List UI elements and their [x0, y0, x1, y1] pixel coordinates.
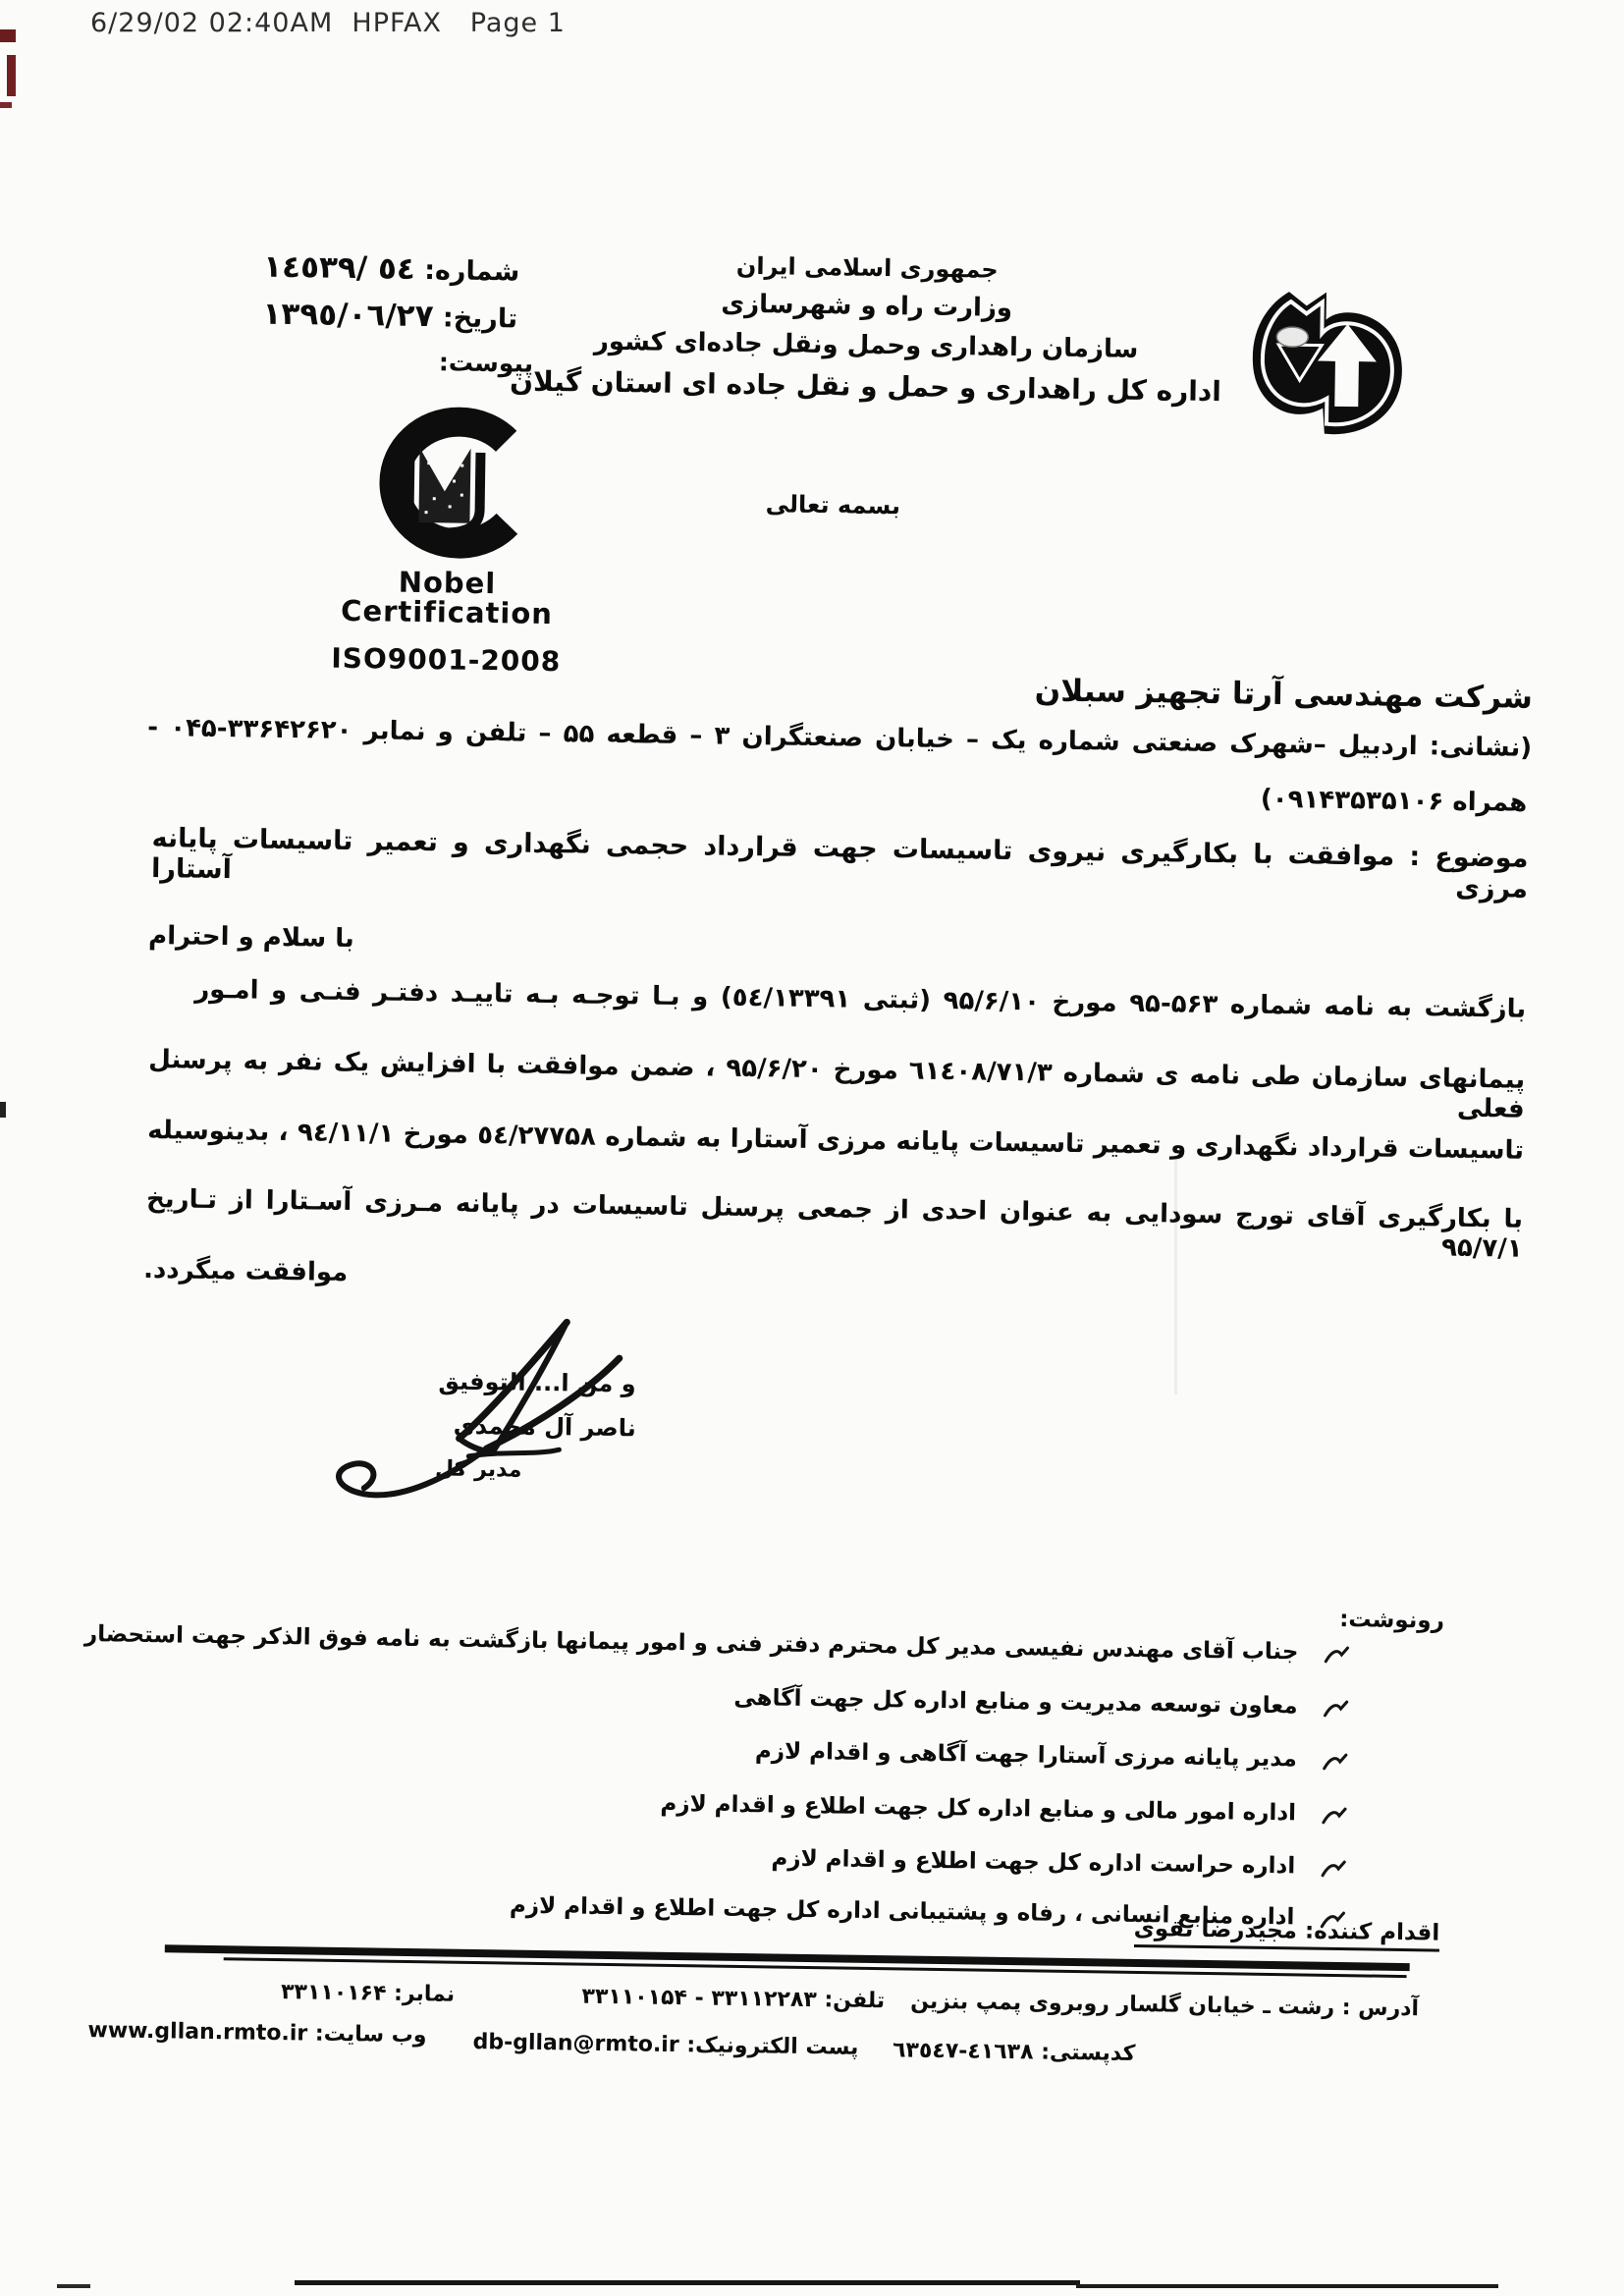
basmala: بسمه تعالی [765, 490, 901, 520]
signature-invocation: و من ا... التوفیق [438, 1367, 636, 1398]
letter-number-row [263, 249, 602, 290]
footer-address: آدرس : رشت ـ خیابان گلسار روبروی پمپ بنزین [909, 1989, 1420, 2022]
check-icon [1323, 1753, 1348, 1778]
nobel-logo-line1: Nobel [398, 565, 497, 601]
check-icon [1322, 1807, 1347, 1832]
cc-item: اداره منابع انسانی ، رفاه و پشتیبانی اداره کل جهت اطلاع و اقدام لازم [509, 1892, 1295, 1931]
letterhead-organization: سازمان راهداری وحمل ونقل جاده‌ای کشور [593, 326, 1139, 364]
letterhead-country: جمهوری اسلامی ایران [735, 251, 999, 284]
letterhead-department: اداره کل راهداری و حمل و نقل جاده ای استان گیلان [509, 364, 1222, 409]
letterhead-ministry: وزارت راه و شهرسازی [721, 289, 1013, 323]
letter-number: ٥٤ /١٤٥٣٩ [262, 248, 416, 287]
cc-item: مدیر پایانه مرزی آستارا جهت آگاهی و اقدام لازم [754, 1738, 1298, 1773]
cc-label: رونوشت: [1338, 1607, 1445, 1634]
check-icon [1321, 1860, 1346, 1886]
road-transport-arrows-icon [1244, 285, 1411, 440]
footer-email: پست الکترونیک: db-gllan@rmto.ir [472, 2029, 859, 2060]
handwritten-signature [310, 1306, 657, 1526]
check-icon [1324, 1646, 1349, 1671]
letter-date: ١٣٩٥/٠٦/٢٧ [262, 296, 434, 335]
subject-line: موضوع : موافقت با بکارگیری نیروی تاسیسات جهت قرارداد حجمی نگهداری و تعمیر تاسیسات پایانه مرزی آستارا [150, 822, 1529, 904]
footer-website: وب سایت: www.gllan.rmto.ir [87, 2018, 427, 2049]
signatory-title: مدیر کل [434, 1456, 522, 1483]
action-officer: اقدام کننده: مجیدرضا نقوی [1133, 1916, 1439, 1952]
recipient-address-line2: همراه ۰۹۱۴۳۵۳۵۱۰۶) [1260, 784, 1528, 818]
rmto-emblem-logo [1244, 285, 1411, 444]
scan-artifact [0, 29, 16, 42]
fax-timestamp-header: 6/29/02 02:40AM HPFAX Page 1 [90, 8, 566, 38]
body-line: با بکارگیری آقای تورج سودایی به عنوان احدی از جمعی پرسنل تاسیسات در پایانه مـرزی آسـتارا از تـاریخ ۹۵/۷/۱ [145, 1183, 1524, 1264]
closing-line: موافقت میگردد. [142, 1254, 349, 1287]
scan-artifact [7, 55, 16, 96]
nobel-c-mark-icon [350, 406, 548, 566]
body-line: بازگشت به نامه شماره ۵۶۳-۹۵ مورخ ۹۵/۶/۱۰ (ثبتی ٥٤/۱۳۳۹۱) و بـا توجـه بـه تاییـد دفتـر فنـی و امـور [194, 974, 1527, 1024]
body-line: پیمانهای سازمان طی نامه ی شماره ٦١٤٠٨/۷۱/۳ مورخ ۹۵/۶/۲۰ ، ضمن موافقت با افزایش یک نفر به پرسنل فعلی [148, 1044, 1526, 1124]
nobel-certification-logo [323, 406, 572, 679]
date-label: تاریخ: [442, 302, 518, 335]
nobel-logo-line2: Certification [340, 594, 554, 631]
letter-date-row [262, 297, 601, 337]
number-label: شماره: [423, 255, 520, 288]
recipient-address-line1: (نشانی: اردبیل –شهرک صنعتی شماره یک – خیابان صنعتگران ۳ – قطعه ۵۵ – تلفن و نمابر ۳۳۶۴۲۶۲۰-۰۴۵ - [147, 712, 1533, 763]
signatory-name: ناصر آل محمدی [453, 1411, 636, 1443]
check-icon [1323, 1700, 1348, 1725]
cc-item: اداره حراست اداره کل جهت اطلاع و اقدام لازم [771, 1845, 1296, 1880]
cc-item: جناب آقای مهندس نفیسی مدیر کل محترم دفتر فنی و امور پیمانها بازگشت به نامه فوق الذکر جهت استحضار [83, 1621, 1299, 1666]
cc-item: اداره امور مالی و منابع اداره کل جهت اطلاع و اقدام لازم [660, 1790, 1297, 1827]
footer-phone: تلفن: ۳۳۱۱۲۲۸۳ - ۳۳۱۱۰۱۵۴ [581, 1984, 886, 2014]
footer-postal-code: کدپستی: ٤١٦٣٨-٦٣٥٤٧ [892, 2038, 1136, 2066]
footer-fax: نمابر: ۳۳۱۱۰۱۶۴ [280, 1980, 456, 2007]
salutation: با سلام و احترام [147, 920, 354, 955]
signature-flourish-icon [310, 1306, 657, 1522]
scan-artifact [0, 102, 12, 108]
iso-certification-text: ISO9001-2008 [331, 641, 562, 679]
letter-meta [262, 249, 603, 379]
recipient-company: شرکت مهندسی آرتا تجهیز سبلان [1034, 673, 1534, 716]
body-line: تاسیسات قرارداد نگهداری و تعمیر تاسیسات پایانه مرزی آستارا به شماره ٥٤/۲۷۷۵۸ مورخ ٩٤/۱۱/۱ ، بدینوسیله [146, 1115, 1525, 1166]
attachment-label: پیوست: [438, 348, 534, 378]
cc-item: معاون توسعه مدیریت و منابع اداره کل جهت آگاهی [733, 1684, 1298, 1720]
